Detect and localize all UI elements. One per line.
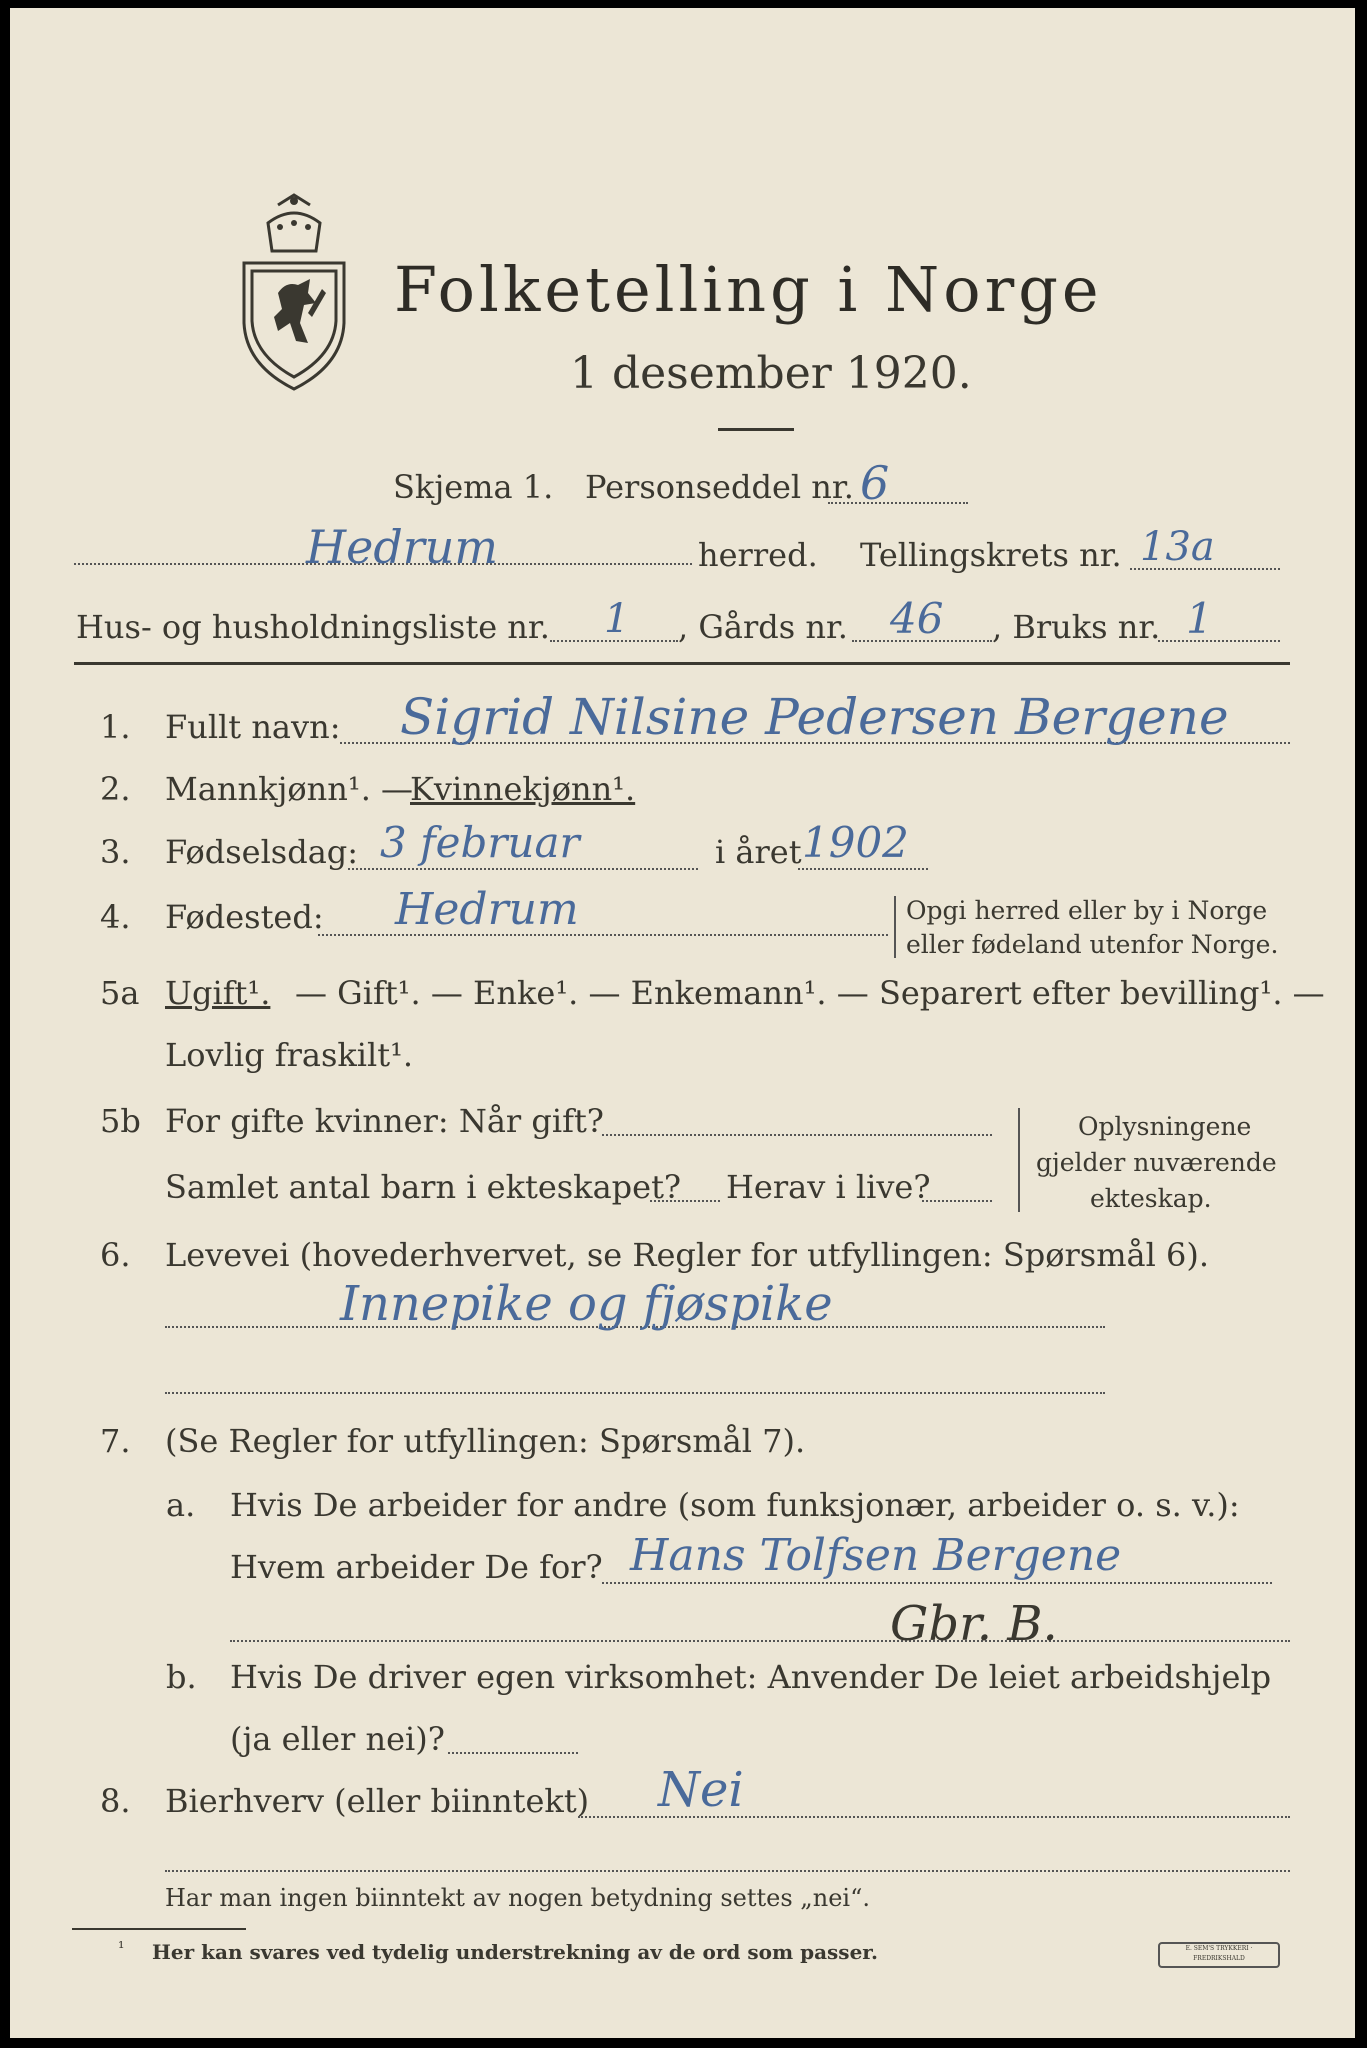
q7-label: (Se Regler for utfyllingen: Spørsmål 7).	[165, 1422, 806, 1460]
q7b-line[interactable]	[448, 1752, 578, 1754]
form-date: 1 desember 1920.	[570, 348, 972, 399]
q7a-label: Hvis De arbeider for andre (som funksjonær, arbeider o. s. v.):	[230, 1486, 1240, 1524]
q4-note-1: Opgi herred eller by i Norge	[906, 896, 1268, 925]
q6-line-2[interactable]	[165, 1392, 1105, 1394]
herred-value[interactable]: Hedrum	[306, 520, 499, 574]
q7b-question: (ja eller nei)?	[230, 1720, 445, 1758]
q6-label: Levevei (hovederhvervet, se Regler for utfyllingen: Spørsmål 6).	[165, 1236, 1210, 1274]
q5a-ugift[interactable]: Ugift¹.	[165, 974, 271, 1012]
birthplace-value[interactable]: Hedrum	[395, 884, 579, 935]
q3-year-label: i året	[715, 833, 802, 871]
form-title: Folketelling i Norge	[394, 253, 1103, 326]
occupation-value[interactable]: Innepike og fjøspike	[340, 1276, 833, 1332]
q2-number: 2.	[100, 770, 131, 808]
q7b-letter: b.	[166, 1658, 197, 1696]
q7b-label: Hvis De driver egen virksomhet: Anvender De leiet arbeidshjelp	[230, 1658, 1272, 1696]
q4-label: Fødested:	[165, 898, 324, 936]
q5b-live-label: Herav i live?	[726, 1168, 931, 1206]
gards-value[interactable]: 46	[890, 594, 944, 643]
q6-number: 6.	[100, 1236, 131, 1274]
tellingskrets-label: Tellingskrets nr.	[860, 536, 1122, 574]
personseddel-line	[828, 502, 968, 504]
title-divider	[718, 428, 794, 431]
q5a-fraskilt[interactable]: Lovlig fraskilt¹.	[165, 1036, 414, 1074]
birthday-value[interactable]: 3 februar	[380, 818, 580, 867]
q1-label: Fullt navn:	[165, 708, 341, 746]
q5a-number: 5a	[100, 974, 140, 1012]
skjema-label: Skjema 1.	[393, 468, 554, 506]
personseddel-label: Personseddel nr.	[585, 468, 854, 506]
q7a-question: Hvem arbeider De for?	[230, 1548, 603, 1586]
q7a-line-1	[602, 1582, 1272, 1584]
q8-label: Bierhverv (eller biinntekt)	[165, 1782, 590, 1820]
q5b-label: For gifte kvinner: Når gift?	[165, 1102, 604, 1140]
bruks-label: , Bruks nr.	[992, 608, 1161, 646]
q3-line	[348, 868, 698, 870]
q5b-married-line[interactable]	[602, 1134, 992, 1136]
full-name-value[interactable]: Sigrid Nilsine Pedersen Bergene	[400, 688, 1229, 746]
q4-number: 4.	[100, 898, 131, 936]
herred-label: herred.	[698, 536, 818, 574]
q2-mann[interactable]: Mannkjønn¹. —	[165, 770, 414, 808]
personseddel-value[interactable]: 6	[860, 456, 890, 510]
footnote-mark: ¹	[118, 1938, 125, 1957]
q5b-barn-line[interactable]	[650, 1200, 720, 1202]
gards-label: , Gårds nr.	[678, 608, 848, 646]
bruks-line	[1158, 640, 1280, 642]
side-income-value[interactable]: Nei	[658, 1762, 744, 1818]
q5b-live-line[interactable]	[922, 1200, 992, 1202]
bruks-value[interactable]: 1	[1186, 594, 1213, 643]
birth-year-value[interactable]: 1902	[802, 818, 909, 867]
tellingskrets-value[interactable]: 13a	[1140, 524, 1215, 570]
q8-line-2[interactable]	[165, 1870, 1290, 1872]
census-form-page	[10, 8, 1355, 2038]
husliste-label: Hus- og husholdningsliste nr.	[76, 608, 550, 646]
employer-value[interactable]: Hans Tolfsen Bergene	[630, 1530, 1122, 1581]
q5b-note-2: gjelder nuværende	[1036, 1148, 1277, 1177]
q4-note-2: eller fødeland utenfor Norge.	[906, 930, 1279, 959]
q2-kvinne[interactable]: Kvinnekjønn¹.	[410, 770, 636, 808]
q7a-line-2	[230, 1640, 1290, 1642]
q3-number: 3.	[100, 833, 131, 871]
employer-value-2[interactable]: Gbr. B.	[890, 1596, 1058, 1652]
footer-note: Har man ingen biinntekt av nogen betydning settes „nei“.	[165, 1884, 870, 1912]
q4-brace	[894, 896, 896, 958]
q7a-letter: a.	[166, 1486, 196, 1524]
q3-year-line	[798, 868, 928, 870]
q5b-note-3: ekteskap.	[1090, 1184, 1212, 1213]
q8-number: 8.	[100, 1782, 131, 1820]
q5a-options[interactable]: — Gift¹. — Enke¹. — Enkemann¹. — Separert efter bevilling¹. —	[295, 974, 1325, 1012]
q7-number: 7.	[100, 1422, 131, 1460]
q5b-note-1: Oplysningene	[1078, 1112, 1252, 1141]
q5b-barn-label: Samlet antal barn i ekteskapet?	[165, 1168, 682, 1206]
norway-coat-of-arms-icon	[238, 193, 350, 393]
printer-stamp: E. SEM'S TRYKKERI · FREDRIKSHALD	[1158, 1942, 1280, 1968]
footnote-rule	[72, 1928, 246, 1930]
section-divider	[74, 662, 1290, 665]
q5b-brace	[1018, 1108, 1020, 1212]
q5b-number: 5b	[100, 1102, 141, 1140]
husliste-value[interactable]: 1	[604, 596, 630, 642]
q1-number: 1.	[100, 708, 131, 746]
footnote-text: Her kan svares ved tydelig understrekning av de ord som passer.	[152, 1940, 878, 1964]
q3-label: Fødselsdag:	[165, 833, 359, 871]
